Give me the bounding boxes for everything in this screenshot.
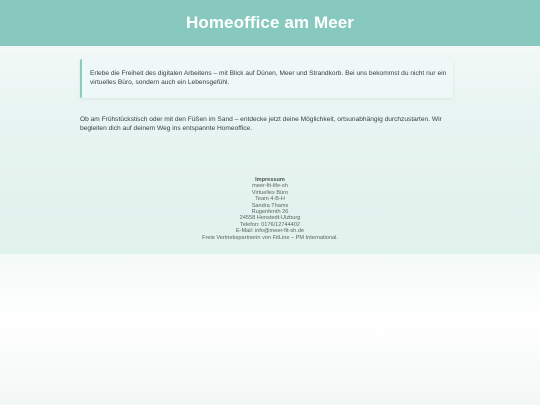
main-content xyxy=(0,46,540,254)
imprint-line-email[interactable]: E-Mail: info@meer-fit-sh.de xyxy=(235,228,305,235)
imprint-section xyxy=(0,177,540,241)
intro-text: Erlebe die Freiheit des digitalen Arbeitens – mit Blick auf Dünen, Meer und Strandkorb. Bei uns bekommst du nicht nur ein virtuelles Büro, sondern auch ein Lebensgefühl. xyxy=(90,70,447,86)
page-title: Homeoffice am Meer xyxy=(185,13,355,32)
imprint-line-street: Rugenfenth 26 xyxy=(251,209,289,216)
imprint-line-phone: Telefon: 0176/12744402 xyxy=(239,221,301,228)
imprint-line-company: meer-fit-life-sh xyxy=(252,183,288,190)
intro-box xyxy=(80,59,453,98)
imprint-line-team: Team 4-B-H xyxy=(255,196,285,203)
site-header xyxy=(0,0,540,46)
body-text: Ob am Frühstückstisch oder mit den Füßen im Sand – entdecke jetzt deine Möglichkeit, ortsunabhängig durchzustarten. Wir begleiten dich auf deinem Weg ins entspannte Homeoffice. xyxy=(80,116,442,132)
imprint-line-partner: Freie Vertriebspartnerin von FitLine – PM International. xyxy=(202,234,338,241)
imprint-line-city: 24558 Henstedt-Ulzburg xyxy=(239,215,301,222)
imprint-line-type: Virtuelles Büro xyxy=(251,189,289,196)
imprint-heading: Impressum xyxy=(255,177,285,183)
imprint-line-name: Sandra Thams xyxy=(251,202,289,209)
